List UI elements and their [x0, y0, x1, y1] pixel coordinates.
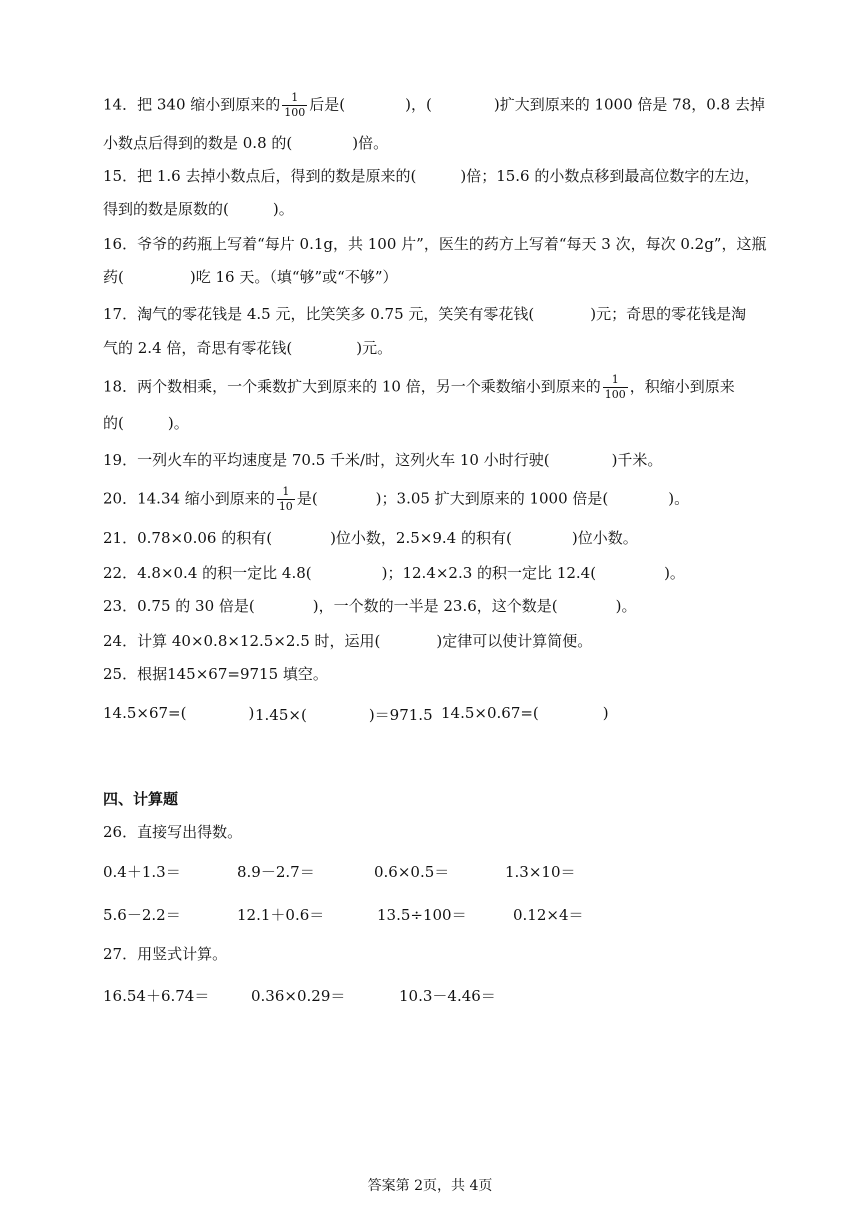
q14-text-a: 14．把 340 缩小到原来的	[103, 95, 281, 114]
question-15-line-1	[103, 166, 759, 186]
q25-expr3-right: )	[602, 704, 609, 722]
q17-text-a: 17．淘气的零花钱是 4.5 元，比笑笑多 0.75 元，笑笑有零花钱(	[103, 305, 535, 323]
q24-text-b: )定律可以使计算简便。	[436, 632, 593, 650]
q26-item: 13.5÷100＝	[377, 906, 467, 924]
q16-text-c: )吃 16 天。（填“够”或“不够”）	[189, 268, 398, 286]
fraction-numerator: 1	[277, 486, 295, 500]
q20-text-c: )；3.05 扩大到原来的 1000 倍是(	[375, 489, 609, 508]
q20-text-d: )。	[668, 489, 690, 508]
question-16-line-2	[103, 267, 398, 287]
q18-text-a: 18．两个数相乘，一个乘数扩大到原来的 10 倍，另一个乘数缩小到原来的	[103, 377, 601, 396]
q27-item: 0.36×0.29＝	[251, 987, 346, 1005]
q26-item: 8.9－2.7＝	[237, 863, 315, 881]
fraction-denominator: 100	[604, 388, 626, 401]
q25-prompt: 25．根据145×67=9715 填空。	[103, 665, 328, 683]
question-25-expressions	[103, 704, 803, 726]
q22-text-b: )；12.4×2.3 的积一定比 12.4(	[381, 564, 597, 582]
q18-text-b: ，积缩小到原来	[629, 377, 735, 396]
fraction-denominator: 100	[284, 106, 306, 119]
question-17-line-1	[103, 304, 746, 324]
q14-text-f: )倍。	[352, 134, 389, 152]
q15-text-d: )。	[272, 200, 294, 218]
q23-text-a: 23．0.75 的 30 倍是(	[103, 597, 255, 615]
q26-item: 1.3×10＝	[505, 863, 576, 881]
q25-expression-3	[441, 704, 609, 722]
question-22-line-1	[103, 563, 685, 583]
q26-row-2	[103, 904, 803, 926]
page-footer: 答案第 2页，共 4页	[367, 1178, 493, 1194]
q27-item: 16.54＋6.74＝	[103, 987, 210, 1005]
question-15-line-2	[103, 199, 294, 219]
q25-expr2-right: )＝971.5	[368, 706, 433, 724]
q24-text-a: 24．计算 40×0.8×12.5×2.5 时，运用(	[103, 632, 381, 650]
q26-prompt-text: 26．直接写出得数。	[103, 823, 243, 841]
q25-expr3-left: 14.5×0.67=(	[441, 704, 539, 722]
question-14-line-2	[103, 133, 388, 153]
q25-expr1-left: 14.5×67=(	[103, 704, 187, 722]
question-26-prompt	[103, 822, 242, 842]
q14-text-e: 小数点后得到的数是 0.8 的(	[103, 134, 293, 152]
q19-text-b: )千米。	[611, 451, 663, 469]
q26-item: 12.1＋0.6＝	[237, 906, 325, 924]
fraction-one-hundredth	[603, 374, 628, 401]
q17-text-b: )元；奇思的零花钱是淘	[590, 305, 747, 323]
question-27-prompt	[103, 944, 227, 964]
q22-text-c: )。	[664, 564, 685, 582]
q23-text-c: )。	[615, 597, 637, 615]
question-20-line-1	[103, 486, 689, 513]
section-title: 四、计算题	[103, 790, 179, 808]
q27-row-1	[103, 985, 803, 1007]
q14-text-c: )，(	[405, 95, 432, 114]
q27-prompt-text: 27．用竖式计算。	[103, 945, 228, 963]
q23-text-b: )，一个数的一半是 23.6，这个数是(	[312, 597, 558, 615]
q26-item: 5.6－2.2＝	[103, 906, 181, 924]
q15-text-b: )倍；15.6 的小数点移到最高位数字的左边，	[460, 167, 760, 185]
question-14-line-1	[103, 92, 765, 119]
q18-text-d: )。	[167, 414, 189, 432]
q16-text-a: 16．爷爷的药瓶上写着“每片 0.1g，共 100 片”，医生的药方上写着“每天 3 次，每次 0.2g”，这瓶	[103, 235, 767, 253]
question-16-line-1	[103, 234, 766, 254]
q21-text-a: 21．0.78×0.06 的积有(	[103, 529, 273, 547]
q19-text-a: 19．一列火车的平均速度是 70.5 千米/时，这列火车 10 小时行驶(	[103, 451, 550, 469]
q26-item: 0.4＋1.3＝	[103, 863, 181, 881]
q21-text-c: )位小数。	[571, 529, 638, 547]
fraction-one-tenth	[277, 486, 295, 513]
question-18-line-2	[103, 413, 189, 433]
q16-text-b: 药(	[103, 268, 124, 286]
q17-text-d: )元。	[356, 339, 393, 357]
question-18-line-1	[103, 374, 735, 401]
fraction-one-hundredth	[282, 92, 307, 119]
q20-text-b: 是(	[296, 489, 318, 508]
q26-item: 0.12×4＝	[513, 906, 584, 924]
q20-text-a: 20．14.34 缩小到原来的	[103, 489, 275, 508]
q15-text-c: 得到的数是原数的(	[103, 200, 229, 218]
fraction-numerator: 1	[603, 374, 628, 388]
question-19-line-1	[103, 450, 662, 470]
q15-text-a: 15．把 1.6 去掉小数点后，得到的数是原来的(	[103, 167, 417, 185]
question-17-line-2	[103, 338, 392, 358]
q25-expr2-left: 1.45×(	[255, 706, 307, 724]
question-21-line-1	[103, 528, 638, 548]
q25-expression-2	[255, 704, 433, 725]
question-23-line-1	[103, 596, 636, 616]
q26-row-1	[103, 861, 803, 883]
q21-text-b: )位小数，2.5×9.4 的积有(	[330, 529, 512, 547]
question-25-line-1	[103, 664, 328, 684]
q25-expression-1	[103, 704, 254, 722]
q14-text-d: )扩大到原来的 1000 倍是 78，0.8 去掉	[493, 95, 765, 114]
fraction-denominator: 10	[278, 500, 293, 513]
q17-text-c: 气的 2.4 倍，奇思有零花钱(	[103, 339, 293, 357]
q18-text-c: 的(	[103, 414, 124, 432]
q27-item: 10.3－4.46＝	[399, 987, 496, 1005]
fraction-numerator: 1	[282, 92, 307, 106]
q22-text-a: 22．4.8×0.4 的积一定比 4.8(	[103, 564, 312, 582]
q26-item: 0.6×0.5＝	[374, 863, 450, 881]
q25-expr1-right: )	[248, 704, 255, 722]
q14-text-b: 后是(	[309, 95, 346, 114]
question-24-line-1	[103, 631, 592, 651]
